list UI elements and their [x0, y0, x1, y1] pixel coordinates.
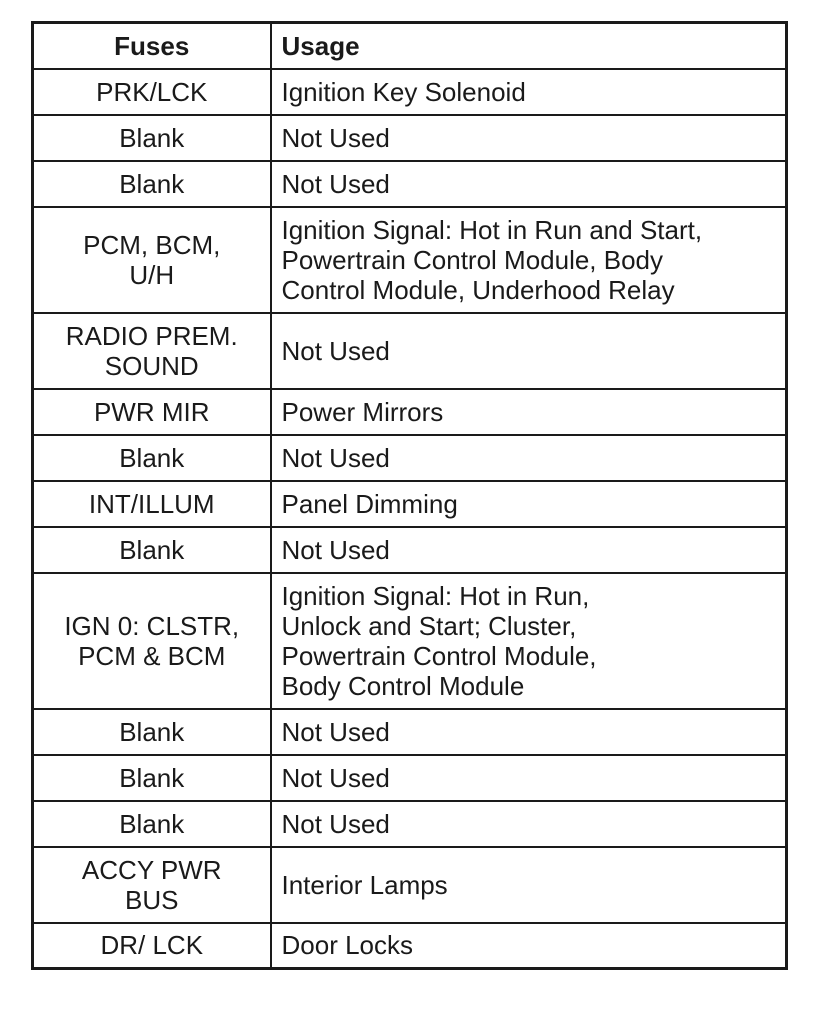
usage-cell: Interior Lamps [271, 847, 787, 923]
fuse-cell: Blank [33, 115, 271, 161]
usage-cell: Not Used [271, 801, 787, 847]
table-row [33, 755, 787, 801]
fuse-cell: DR/ LCK [33, 923, 271, 969]
fuse-cell: INT/ILLUM [33, 481, 271, 527]
usage-cell: Not Used [271, 709, 787, 755]
table-row [33, 207, 787, 313]
fuse-cell: Blank [33, 709, 271, 755]
fuse-cell: RADIO PREM. SOUND [33, 313, 271, 389]
fuse-cell: IGN 0: CLSTR, PCM & BCM [33, 573, 271, 709]
usage-cell: Not Used [271, 435, 787, 481]
usage-cell: Door Locks [271, 923, 787, 969]
table-row [33, 573, 787, 709]
table-row [33, 161, 787, 207]
fuse-cell: ACCY PWR BUS [33, 847, 271, 923]
column-header-fuses: Fuses [33, 23, 271, 69]
fuse-usage-table [31, 21, 788, 970]
usage-cell: Not Used [271, 161, 787, 207]
fuse-cell: PRK/LCK [33, 69, 271, 115]
usage-cell: Panel Dimming [271, 481, 787, 527]
table-row [33, 389, 787, 435]
usage-cell: Not Used [271, 527, 787, 573]
table-row [33, 481, 787, 527]
usage-cell: Ignition Signal: Hot in Run and Start, Powertrain Control Module, Body Control Module, Underhood Relay [271, 207, 787, 313]
usage-cell: Ignition Signal: Hot in Run, Unlock and Start; Cluster, Powertrain Control Module, Body Control Module [271, 573, 787, 709]
fuse-cell: Blank [33, 435, 271, 481]
table-row [33, 527, 787, 573]
table-header-row [33, 23, 787, 69]
table-row [33, 709, 787, 755]
table-row [33, 313, 787, 389]
usage-cell: Not Used [271, 313, 787, 389]
table-row [33, 435, 787, 481]
column-header-usage: Usage [271, 23, 787, 69]
fuse-cell: Blank [33, 161, 271, 207]
usage-cell: Power Mirrors [271, 389, 787, 435]
table-row [33, 115, 787, 161]
table-row [33, 847, 787, 923]
usage-cell: Ignition Key Solenoid [271, 69, 787, 115]
table-row [33, 801, 787, 847]
table-row [33, 69, 787, 115]
fuse-cell: Blank [33, 527, 271, 573]
table-row [33, 923, 787, 969]
fuse-cell: PWR MIR [33, 389, 271, 435]
usage-cell: Not Used [271, 755, 787, 801]
usage-cell: Not Used [271, 115, 787, 161]
fuse-cell: Blank [33, 755, 271, 801]
fuse-cell: PCM, BCM, U/H [33, 207, 271, 313]
fuse-cell: Blank [33, 801, 271, 847]
